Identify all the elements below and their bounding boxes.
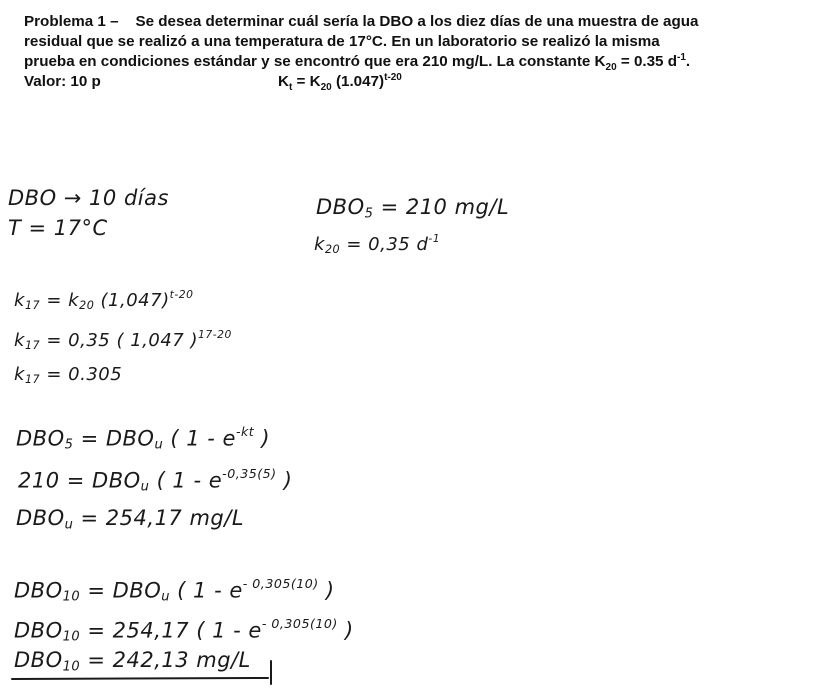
given-temperature: T = 17°C [8,216,108,240]
given-dbo-days: DBO → 10 días [8,186,169,210]
given-dbo5: DBO5 = 210 mg/L [316,195,510,222]
statement-line-3: prueba en condiciones estándar y se encontró que era 210 mg/L. La constante $K_{20} = 0.35$ $d^{-1}$. [24,51,691,74]
k17-result: k17 = 0.305 [14,364,123,386]
k17-formula: k17 = k20 $(1,047)^{t-20}$ [14,288,194,312]
dbo5-substitution: 210 = DBOu ( $1 - e^{-0,35(5)}$ ) [18,466,293,495]
dbo10-substitution: DBO10 = 254,17 ( $1 - e^{- 0,305(10)}$ ) [14,616,354,645]
statement-line-1 [24,12,816,32]
dbou-result: DBOu = 254,17 mg/L [16,506,245,533]
dbo5-formula: DBO5 = DBOu ( $1 - e^{-kt}$ ) [16,424,271,453]
given-k20: k20 = 0,35 $d^{-1}$ [314,232,441,256]
problem-statement [24,12,816,92]
score-label: Valor: 10 p [24,73,101,90]
problem-title: Problema 1 – [24,13,119,30]
statement-text-1: Se desea determinar cuál sería la DBO a los diez días de una muestra de agua [135,13,699,30]
dbo10-formula: DBO10 = DBOu ( $1 - e^{- 0,305(10)}$ ) [14,576,335,605]
statement-line-4 [24,72,816,92]
rate-formula: $K_t = K_{20}$ $(1.047)^{t-20}$ [278,71,402,94]
k17-substitution: k17 = 0,35 ( 1,047 )$^{17-20}$ [14,328,232,352]
dbo10-final-result: DBO10 = 242,13 mg/L [14,648,251,675]
statement-line-2: residual que se realizó a una temperatura de 17°C. En un laboratorio se realizó la misma [24,33,660,50]
